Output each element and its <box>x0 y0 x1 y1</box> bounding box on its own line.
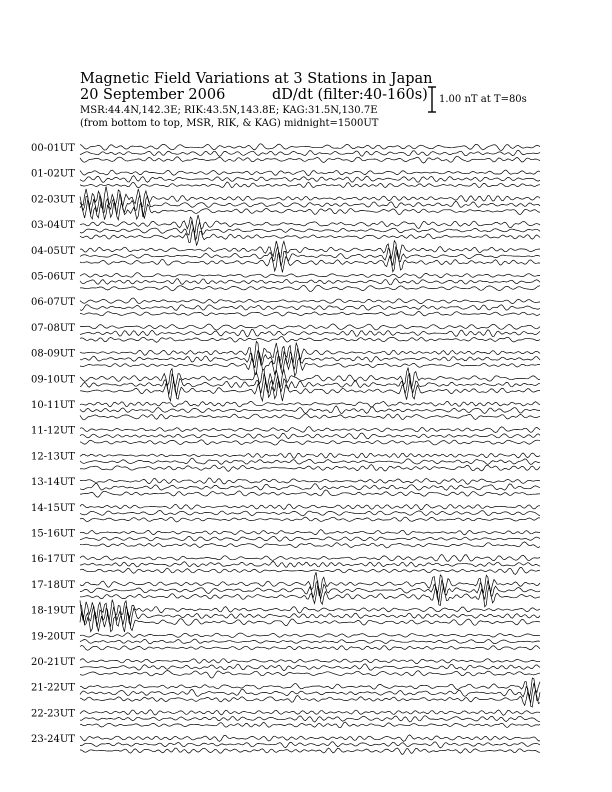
trace-msr <box>80 352 540 376</box>
trace-rik <box>80 329 540 337</box>
trace-rik <box>80 458 540 464</box>
trace-kag <box>80 298 540 304</box>
trace-msr <box>80 517 540 522</box>
hour-label: 22-23UT <box>31 708 75 720</box>
trace-kag <box>80 504 540 509</box>
trace-kag <box>80 478 540 484</box>
trace-msr <box>80 748 540 755</box>
hour-label: 18-19UT <box>31 605 75 617</box>
trace-kag <box>80 144 540 151</box>
filter-mode: dD/dt (filter:40-160s) <box>272 87 428 103</box>
trace-msr <box>80 182 540 188</box>
trace-kag <box>80 453 540 458</box>
hour-label: 16-17UT <box>31 554 75 566</box>
trace-kag <box>80 170 540 176</box>
hour-label: 00-01UT <box>31 143 75 154</box>
trace-rik <box>80 580 540 602</box>
hour-label: 06-07UT <box>31 297 75 309</box>
trace-rik <box>80 279 540 285</box>
trace-rik <box>80 536 540 541</box>
trace-kag <box>80 572 540 596</box>
trace-rik <box>80 305 540 311</box>
trace-kag <box>80 530 540 535</box>
trace-msr <box>80 568 540 575</box>
trace-kag <box>80 554 540 561</box>
trace-msr <box>80 337 540 343</box>
hour-label: 11-12UT <box>31 425 75 437</box>
trace-msr <box>80 671 540 679</box>
trace-kag <box>80 659 540 664</box>
trace-rik <box>80 716 540 723</box>
hour-label: 02-03UT <box>31 194 75 206</box>
hour-label: 21-22UT <box>31 682 75 694</box>
station-coordinates: MSR:44.4N,142.3E; RIK:43.5N,143.8E; KAG:31.5N,130.7E <box>80 105 378 116</box>
hour-label: 07-08UT <box>31 322 75 334</box>
trace-kag <box>80 341 540 363</box>
trace-kag <box>80 427 540 433</box>
hour-label: 19-20UT <box>31 631 75 643</box>
trace-msr <box>80 611 540 632</box>
trace-msr <box>80 414 540 420</box>
hour-label: 08-09UT <box>31 348 75 360</box>
trace-rik <box>80 742 540 748</box>
trace-rik <box>80 150 540 156</box>
trace-rik <box>80 193 540 217</box>
trace-rik <box>80 605 540 627</box>
trace-msr <box>80 722 540 728</box>
chart-title: Magnetic Field Variations at 3 Stations in Japan <box>80 71 433 87</box>
trace-rik <box>80 176 540 183</box>
trace-rik <box>80 433 540 439</box>
trace-kag <box>80 324 540 330</box>
hour-label: 20-21UT <box>31 657 75 668</box>
trace-rik <box>80 406 540 414</box>
scale-bar-label: 1.00 nT at T=80s <box>439 94 527 105</box>
trace-kag <box>80 368 540 389</box>
hour-label: 09-10UT <box>31 374 75 386</box>
hour-label: 14-15UT <box>31 502 75 514</box>
trace-msr <box>80 311 540 316</box>
trace-kag <box>80 273 540 278</box>
hour-label: 17-18UT <box>31 579 75 591</box>
trace-rik <box>80 561 540 567</box>
trace-rik <box>80 639 540 644</box>
hour-label: 10-11UT <box>31 400 75 411</box>
trace-msr <box>80 285 540 291</box>
hour-label: 01-02UT <box>31 168 75 180</box>
hour-label: 23-24UT <box>31 734 75 746</box>
hour-label: 04-05UT <box>31 245 75 257</box>
scale-bar <box>428 87 436 112</box>
trace-rik <box>80 374 540 396</box>
hour-label: 13-14UT <box>31 477 75 489</box>
trace-msr <box>80 542 540 548</box>
hour-label: 03-04UT <box>31 220 75 232</box>
trace-msr <box>80 490 540 497</box>
hour-label: 15-16UT <box>31 528 75 540</box>
trace-rik <box>80 484 540 491</box>
hour-label: 05-06UT <box>31 271 75 283</box>
trace-msr <box>80 380 540 401</box>
trace-msr <box>80 250 540 273</box>
trace-rik <box>80 664 540 671</box>
trace-kag <box>80 633 540 638</box>
trace-msr <box>80 646 540 651</box>
trace-kag <box>80 735 540 742</box>
chart-date: 20 September 2006 <box>80 87 226 103</box>
hour-label: 12-13UT <box>31 451 75 463</box>
trace-kag <box>80 401 540 407</box>
trace-msr <box>80 156 540 163</box>
trace-msr <box>80 585 540 607</box>
trace-msr <box>80 465 540 472</box>
trace-kag <box>80 678 540 698</box>
station-order-note: (from bottom to top, MSR, RIK, & KAG) midnight=1500UT <box>80 118 379 129</box>
trace-msr <box>80 440 540 445</box>
trace-rik <box>80 510 540 515</box>
trace-kag <box>80 710 540 716</box>
